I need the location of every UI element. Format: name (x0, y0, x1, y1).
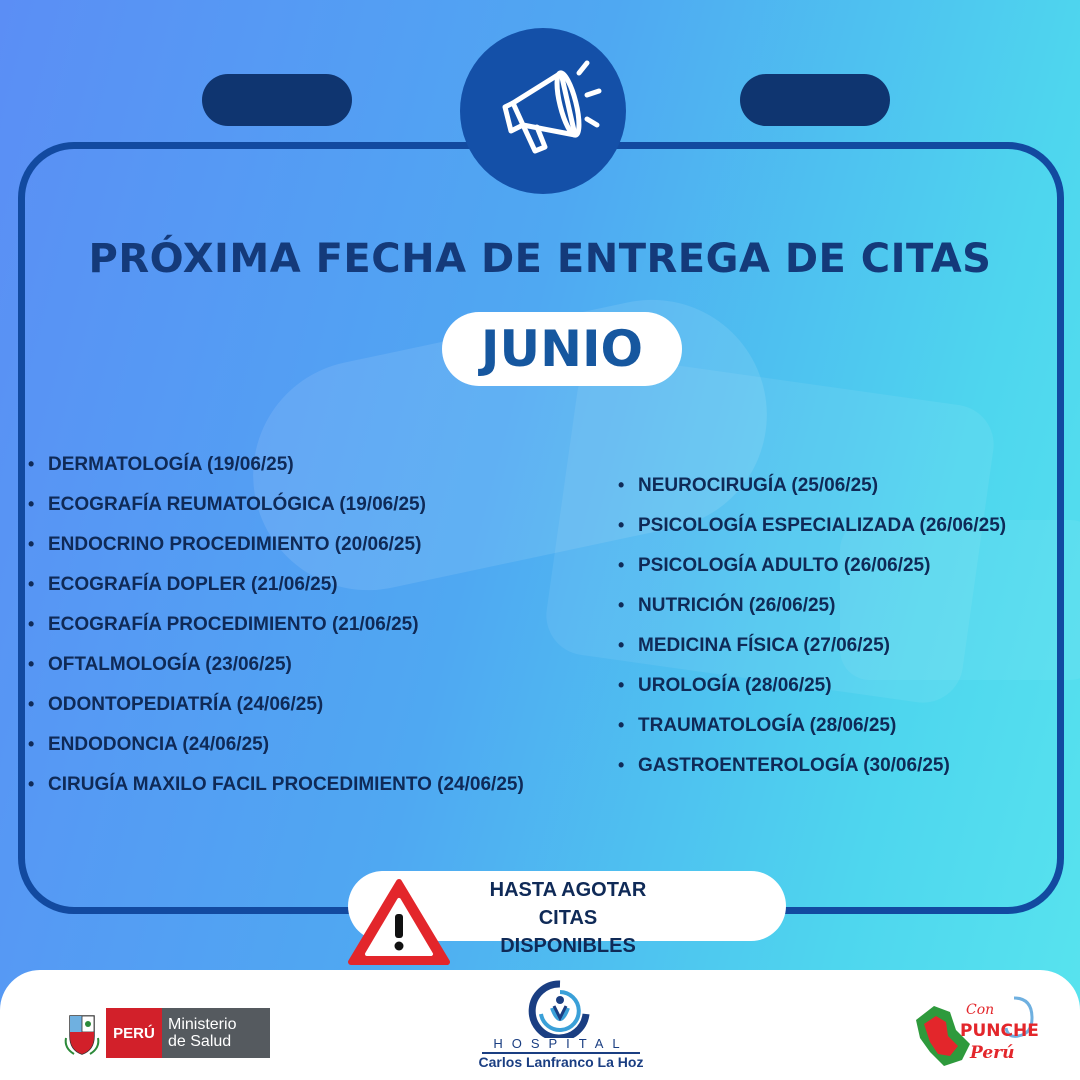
hospital-emblem-icon (524, 980, 596, 1038)
frame-tab-left (202, 74, 352, 126)
list-item: • GASTROENTEROLOGÍA (30/06/25) (618, 755, 950, 776)
hospital-logo (476, 976, 646, 1076)
punche-word-text: PUNCHE (960, 1021, 1039, 1041)
punche-peru-text: Perú (970, 1043, 1015, 1063)
list-item: • OFTALMOLOGÍA (23/06/25) (28, 654, 292, 675)
list-item: • PSICOLOGÍA ADULTO (26/06/25) (618, 555, 931, 576)
list-item: • ECOGRAFÍA DOPLER (21/06/25) (28, 574, 338, 595)
notice-text: HASTA AGOTAR CITAS DISPONIBLES (489, 879, 647, 957)
minsa-name: Ministerio de Salud (162, 1008, 270, 1058)
con-punche-peru-logo (910, 994, 1040, 1070)
punche-con-text: Con (966, 1002, 995, 1018)
peru-coat-of-arms-icon (62, 1008, 102, 1058)
specialty-list-left (28, 450, 524, 810)
megaphone-icon (483, 51, 603, 171)
hospital-word: HOSPITAL (493, 1036, 629, 1051)
list-item: • NEUROCIRUGÍA (25/06/25) (618, 475, 879, 496)
specialty-list-right (618, 471, 1006, 791)
warning-triangle-icon (347, 878, 451, 966)
minsa-peru-label: PERÚ (106, 1008, 162, 1058)
megaphone-badge (460, 28, 626, 194)
list-item: • ECOGRAFÍA PROCEDIMIENTO (21/06/25) (28, 614, 419, 635)
list-item: • UROLOGÍA (28/06/25) (618, 675, 832, 696)
page-title: PRÓXIMA FECHA DE ENTREGA DE CITAS (88, 236, 992, 282)
minsa-logo (62, 1008, 270, 1058)
list-item: • ENDODONCIA (24/06/25) (28, 734, 270, 755)
list-item: • MEDICINA FÍSICA (27/06/25) (618, 635, 890, 656)
list-item: • NUTRICIÓN (26/06/25) (618, 595, 836, 616)
hospital-name: Carlos Lanfranco La Hoz (478, 1054, 644, 1070)
list-item: • ECOGRAFÍA REUMATOLÓGICA (19/06/25) (28, 494, 426, 515)
list-item: • ENDOCRINO PROCEDIMIENTO (20/06/25) (28, 534, 422, 555)
month-badge: JUNIO (442, 312, 682, 386)
list-item: • ODONTOPEDIATRÍA (24/06/25) (28, 694, 324, 715)
list-item: • CIRUGÍA MAXILO FACIL PROCEDIMIENTO (24/06/25) (28, 774, 524, 795)
list-item: • TRAUMATOLOGÍA (28/06/25) (618, 715, 897, 736)
frame-tab-right (740, 74, 890, 126)
list-item: • PSICOLOGÍA ESPECIALIZADA (26/06/25) (618, 515, 1007, 536)
list-item: • DERMATOLOGÍA (19/06/25) (28, 454, 294, 475)
